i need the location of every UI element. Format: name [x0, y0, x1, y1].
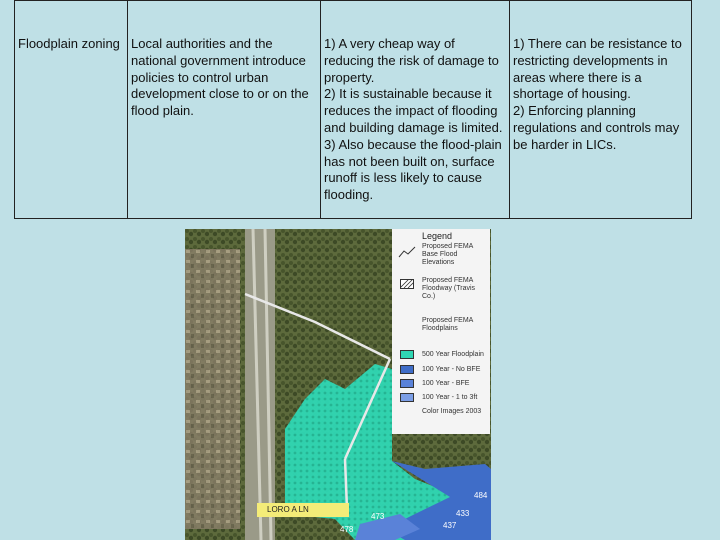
elevation-label: 478 — [340, 525, 354, 534]
elevation-label: 433 — [456, 509, 470, 518]
elevation-label: 437 — [443, 521, 457, 530]
swatch-100yr-bfe-icon — [400, 379, 414, 388]
strategy-cell — [15, 1, 128, 218]
swatch-100yr-nobfe-icon — [400, 365, 414, 374]
legend-item-100yr-nobfe: 100 Year - No BFE — [422, 366, 481, 373]
legend-item-floodway: Proposed FEMA Floodway (Travis Co.) — [422, 277, 476, 300]
legend-item-500yr: 500 Year Floodplain — [422, 351, 484, 358]
strategy-text: Floodplain zoning — [18, 36, 120, 51]
disadvantages-cell — [510, 1, 693, 218]
advantage-item: 1) A very cheap way of reducing the risk of damage to property. — [324, 36, 499, 85]
legend-item-100yr-1to3: 100 Year - 1 to 3ft — [422, 394, 478, 401]
hatch-swatch-icon — [400, 279, 414, 289]
advantages-cell — [321, 1, 510, 218]
road-label: LORO A LN — [267, 505, 309, 514]
description-text: Local authorities and the national government introduce policies to control urban development close to or on the flood plain. — [131, 36, 309, 119]
floodplain-zoning-table — [14, 0, 692, 219]
swatch-100yr-1to3-icon — [400, 393, 414, 402]
disadvantage-item: 2) Enforcing planning regulations and controls may be harder in LICs. — [513, 103, 680, 152]
elevation-label: 473 — [371, 512, 385, 521]
advantage-item: 2) It is sustainable because it reduces the impact of flooding and building damage is limited. — [324, 86, 503, 135]
legend-item-100yr-bfe: 100 Year - BFE — [422, 380, 470, 387]
legend-item-floodplains: Proposed FEMA Floodplains — [422, 317, 473, 332]
legend-title: Legend — [422, 231, 453, 241]
disadvantage-item: 1) There can be resistance to restricting developments in areas where there is a shortage of housing. — [513, 36, 682, 102]
bfe-line-icon — [398, 245, 416, 259]
elevation-label: 484 — [474, 491, 488, 500]
description-cell — [128, 1, 321, 218]
map-legend — [392, 229, 490, 434]
legend-item-color-images: Color Images 2003 — [422, 408, 482, 415]
advantage-item: 3) Also because the flood-plain has not been built on, surface runoff is less likely to cause flooding. — [324, 136, 502, 203]
legend-item-bfe: Proposed FEMA Base Flood Elevations — [422, 243, 473, 266]
swatch-500yr-icon — [400, 350, 414, 359]
